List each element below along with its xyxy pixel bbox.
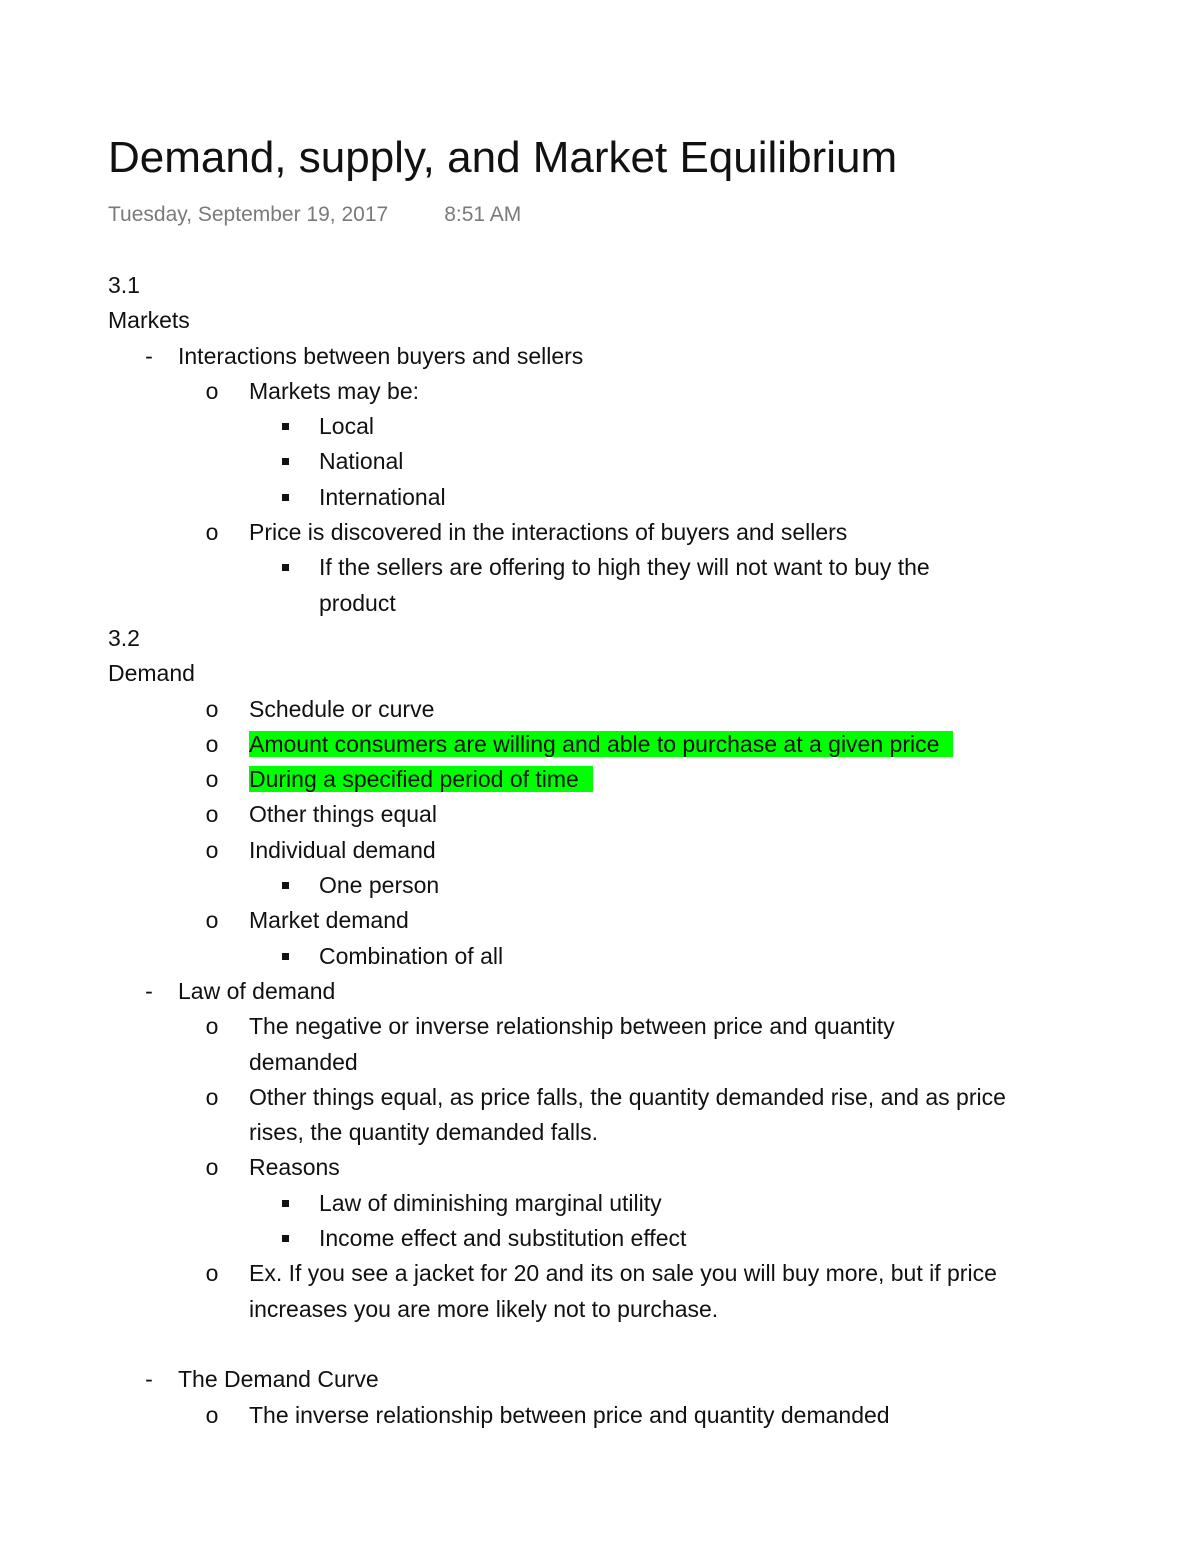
- line-text: Price is discovered in the interactions of buyers and sellers: [249, 519, 848, 546]
- page-dateline: [108, 200, 521, 230]
- highlighted-text: During a specified period of time: [249, 766, 593, 792]
- outline-line: [108, 1115, 1118, 1150]
- outline-line: [108, 939, 1118, 974]
- outline-line: [108, 1080, 1118, 1115]
- line-text: Law of diminishing marginal utility: [319, 1189, 662, 1216]
- outline-line: [108, 656, 1118, 691]
- outline-line: [108, 1150, 1118, 1185]
- outline-line: [108, 1327, 1118, 1362]
- note-body: [108, 268, 1118, 1433]
- outline-line: [108, 1009, 1118, 1044]
- page-title: Demand, supply, and Market Equilibrium: [108, 133, 898, 182]
- outline-line: [108, 1398, 1118, 1433]
- outline-line: [108, 727, 1118, 762]
- circle-bullet-icon: o: [205, 730, 219, 757]
- outline-line: [108, 903, 1118, 938]
- line-text: International: [319, 483, 446, 510]
- line-text: rises, the quantity demanded falls.: [249, 1119, 599, 1146]
- outline-line: [108, 1362, 1118, 1397]
- outline-line: [108, 586, 1118, 621]
- outline-line: [108, 1256, 1118, 1291]
- circle-bullet-icon: o: [205, 1154, 219, 1181]
- square-bullet-icon: [282, 423, 289, 430]
- line-text: Other things equal: [249, 801, 437, 828]
- circle-bullet-icon: o: [205, 836, 219, 863]
- circle-bullet-icon: o: [205, 519, 219, 546]
- line-text: The inverse relationship between price and quantity demanded: [249, 1401, 890, 1428]
- line-text: Demand: [108, 660, 195, 687]
- outline-line: [108, 833, 1118, 868]
- circle-bullet-icon: o: [205, 1083, 219, 1110]
- line-text: Markets: [108, 307, 190, 334]
- line-text: Ex. If you see a jacket for 20 and its on sale you will buy more, but if price: [249, 1260, 997, 1287]
- outline-line: [108, 1221, 1118, 1256]
- circle-bullet-icon: o: [205, 1260, 219, 1287]
- outline-line: [108, 303, 1118, 338]
- outline-line: [108, 268, 1118, 303]
- square-bullet-icon: [282, 1200, 289, 1207]
- square-bullet-icon: [282, 494, 289, 501]
- page-time: 8:51 AM: [444, 203, 522, 226]
- line-text: Interactions between buyers and sellers: [178, 342, 584, 369]
- line-text: Reasons: [249, 1154, 340, 1181]
- circle-bullet-icon: o: [205, 1013, 219, 1040]
- line-text: The Demand Curve: [178, 1366, 379, 1393]
- square-bullet-icon: [282, 1235, 289, 1242]
- outline-line: [108, 868, 1118, 903]
- outline-line: [108, 797, 1118, 832]
- outline-line: [108, 692, 1118, 727]
- outline-line: [108, 339, 1118, 374]
- outline-line: [108, 762, 1118, 797]
- outline-line: [108, 515, 1118, 550]
- line-text: One person: [319, 872, 440, 899]
- line-text: product: [319, 589, 396, 616]
- line-text: The negative or inverse relationship between price and quantity: [249, 1013, 895, 1040]
- page-date: Tuesday, September 19, 2017: [108, 203, 389, 226]
- square-bullet-icon: [282, 953, 289, 960]
- dash-bullet-icon: -: [145, 342, 153, 369]
- line-text: 3.2: [108, 624, 140, 651]
- line-text: Local: [319, 413, 374, 440]
- outline-line: [108, 1045, 1118, 1080]
- circle-bullet-icon: o: [205, 377, 219, 404]
- line-text: Market demand: [249, 907, 409, 934]
- line-text: Combination of all: [319, 942, 504, 969]
- square-bullet-icon: [282, 458, 289, 465]
- line-text: increases you are more likely not to purchase.: [249, 1295, 719, 1322]
- outline-line: [108, 409, 1118, 444]
- line-text: Other things equal, as price falls, the quantity demanded rise, and as price: [249, 1083, 1006, 1110]
- outline-line: [108, 444, 1118, 479]
- dash-bullet-icon: -: [145, 977, 153, 1004]
- square-bullet-icon: [282, 882, 289, 889]
- circle-bullet-icon: o: [205, 695, 219, 722]
- circle-bullet-icon: o: [205, 1401, 219, 1428]
- circle-bullet-icon: o: [205, 907, 219, 934]
- line-text: National: [319, 448, 404, 475]
- line-text: demanded: [249, 1048, 358, 1075]
- line-text: Individual demand: [249, 836, 436, 863]
- dash-bullet-icon: -: [145, 1366, 153, 1393]
- square-bullet-icon: [282, 564, 289, 571]
- outline-line: [108, 621, 1118, 656]
- circle-bullet-icon: o: [205, 801, 219, 828]
- line-text: If the sellers are offering to high they will not want to buy the: [319, 554, 930, 581]
- line-text: Schedule or curve: [249, 695, 435, 722]
- outline-line: [108, 1186, 1118, 1221]
- line-text: Income effect and substitution effect: [319, 1225, 687, 1252]
- outline-line: [108, 550, 1118, 585]
- outline-line: [108, 974, 1118, 1009]
- line-text: 3.1: [108, 272, 140, 298]
- line-text: Markets may be:: [249, 377, 419, 404]
- line-text: Law of demand: [178, 977, 336, 1004]
- highlighted-text: Amount consumers are willing and able to purchase at a given price: [249, 731, 953, 757]
- outline-line: [108, 1292, 1118, 1327]
- circle-bullet-icon: o: [205, 766, 219, 793]
- outline-line: [108, 374, 1118, 409]
- outline-line: [108, 480, 1118, 515]
